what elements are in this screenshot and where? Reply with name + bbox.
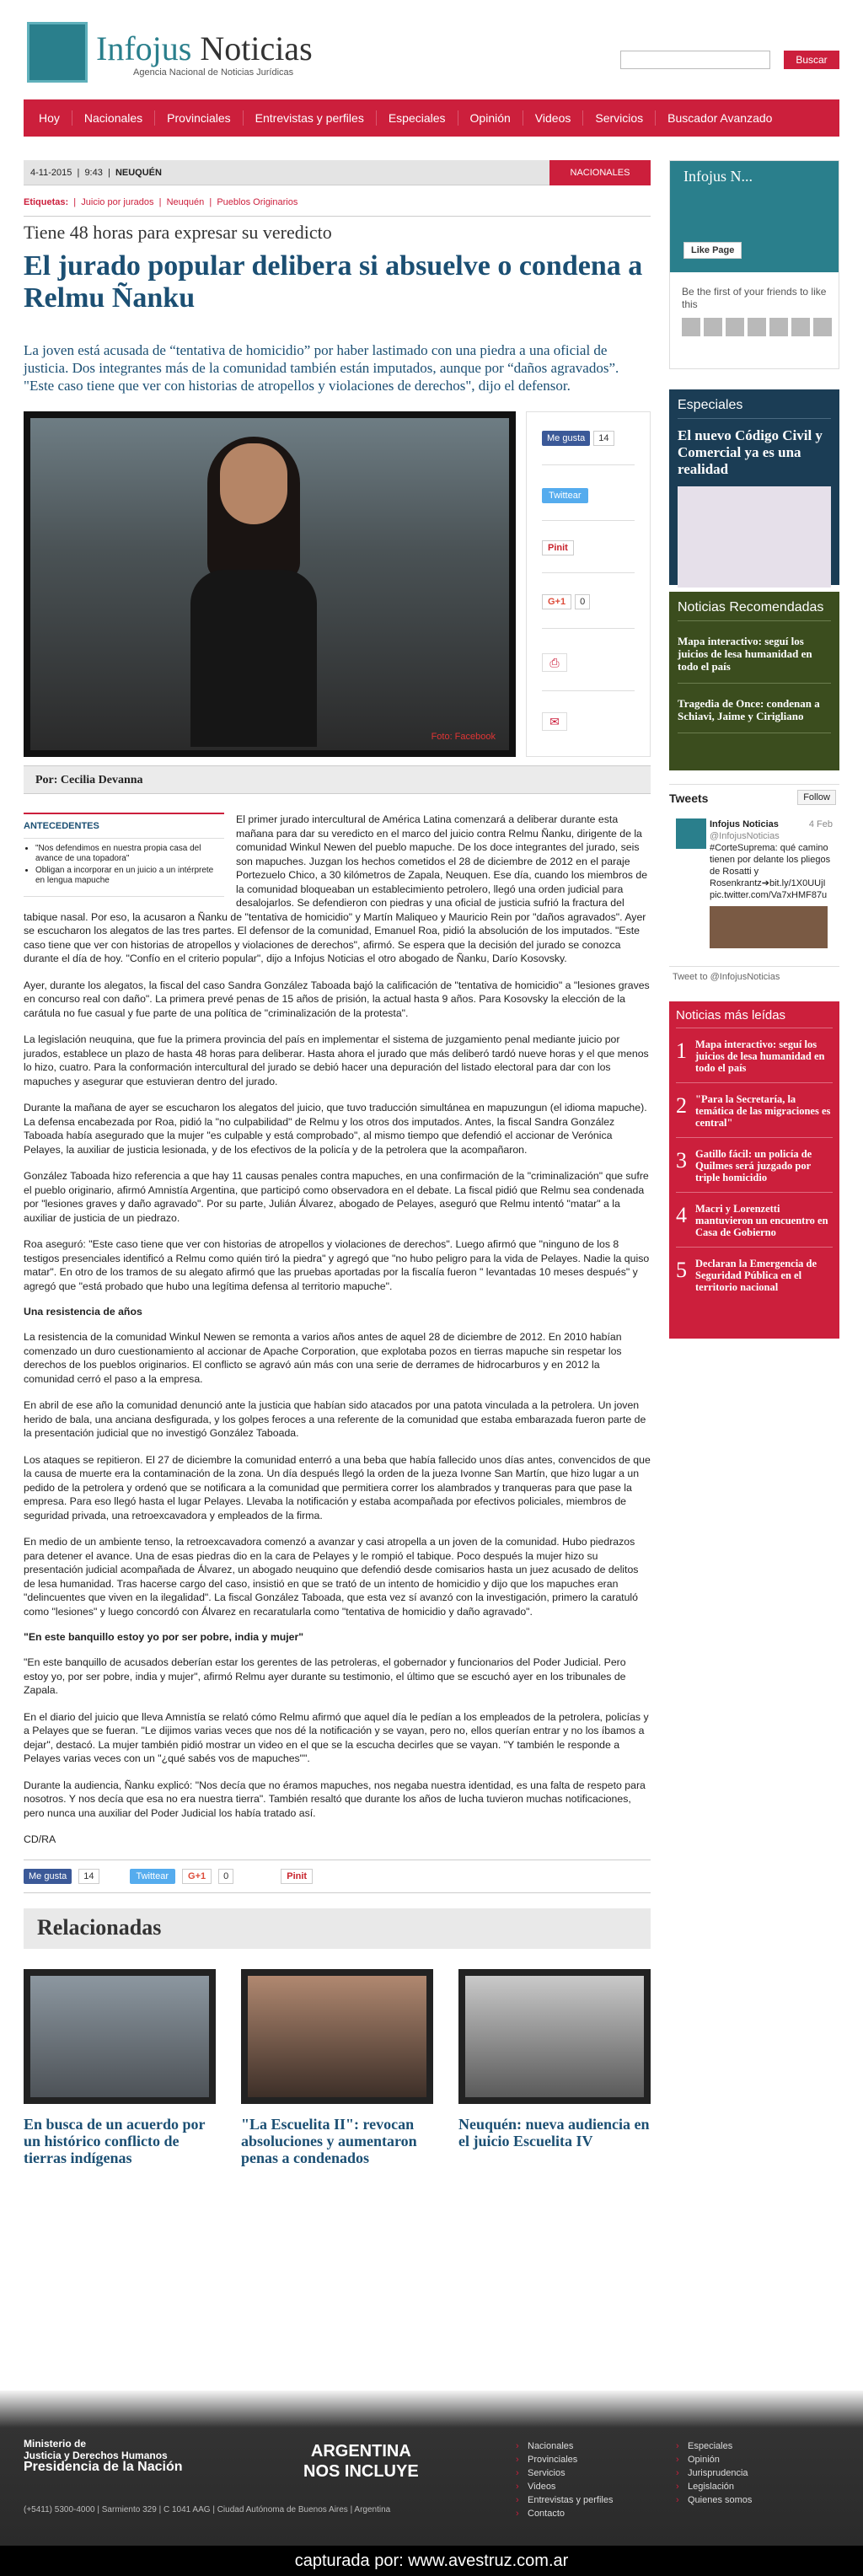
footer-link[interactable]: › Opinión bbox=[674, 2453, 752, 2466]
pinterest-share[interactable] bbox=[542, 539, 574, 557]
facebook-like-button[interactable]: Me gusta bbox=[542, 431, 590, 446]
body-paragraph: Durante la audiencia, Ñanku explicó: "Nos decía que no éramos mapuches, nos negaba nuestra identidad, es una falta de respeto para nosotros. Y nos decía que esa no era nuestra tierra". También resaltó que durante los años de lucha tuvieron muchas notificaciones, pero nunca una auxiliar del Poder Judicial los había tratado así. bbox=[24, 1779, 646, 1819]
related-list bbox=[24, 1969, 651, 2166]
body-paragraph: Durante la mañana de ayer se escucharon los alegatos del juicio, que tuvo traducción simultánea en mapuzungun (el idioma mapuche). La defensa encabezada por Roa, pidió la "no culpabilidad" de Relmu y los otros dos imputados. Antes, la fiscal Sandra González Taboada había asegurado que la mujer "es culpable y está comprobado", al mismo tiempo que defendió el accionar de Verónica Pelayes, la auxiliar de justicia lesionada, y de los efectivos de la policía y de la petrolera que la acompañaron. bbox=[24, 1102, 647, 1156]
argentina-line: ARGENTINA bbox=[310, 2442, 411, 2461]
print-icon[interactable]: ⎙ bbox=[542, 653, 567, 672]
related-item[interactable] bbox=[458, 1969, 651, 2166]
nav-item-videos[interactable]: Videos bbox=[523, 110, 584, 126]
facebook-like-count: 14 bbox=[593, 431, 614, 446]
avatar[interactable] bbox=[676, 818, 706, 849]
tweet-text: #CorteSuprema: qué camino tienen por delante los pliegos de Rosatti y Rosenkrantz➔bit.ly/1X0UUjI pic.twitter.com/Va7xHMF87u bbox=[710, 843, 831, 900]
body-paragraph: González Taboada hizo referencia a que hay 11 causas penales contra mapuches, en una confirmación de la "criminalización" que sufre el pueblo originario, afirmó Amnistía Argentina, que participó como observadora en el debate. La fiscal pidió que Relmu sea condenada por "lesiones graves y daño agravado". Por su parte, Julián Álvarez, abogado de Pelayes, aseguró que Relmu intentó "matar" a la auxiliar de justicia de un piedrazo. bbox=[24, 1170, 649, 1224]
article-time: 9:43 bbox=[84, 168, 103, 178]
mas-leida-link[interactable]: Declaran la Emergencia de Seguridad Pública en el territorio nacional bbox=[695, 1258, 817, 1293]
related-item[interactable] bbox=[241, 1969, 433, 2166]
tweet-author[interactable]: Infojus Noticias bbox=[710, 819, 779, 829]
tag-link[interactable]: Pueblos Originarios bbox=[217, 197, 298, 207]
facebook-faces bbox=[682, 318, 832, 336]
facebook-like[interactable] bbox=[542, 429, 614, 448]
tweet-button[interactable]: Twittear bbox=[130, 1869, 176, 1884]
body-paragraph: Los ataques se repitieron. El 27 de diciembre la comunidad enterró a una beba que había fallecido unos días antes, convencidos de que la causa de muerte era la contaminación de la zona. Un día después llegó la orden de la jueza Ivonne San Martín, que hizo lugar a un pedido de la petrolera y ordenó que se notificara a la comunidad que permitiera correr los alambrados y tranqueras para que pase la empresa. Para eso llegó hasta el lugar Pelayes. Llevaba la notificación y estaba acompañada por efectivos policiales, miembros de seguridad privada, una retroexcavadora y empleados de la firma. bbox=[24, 1453, 651, 1521]
facebook-page-name[interactable]: Infojus N... bbox=[683, 168, 753, 185]
gplus-count: 0 bbox=[575, 594, 590, 609]
avatar bbox=[748, 318, 766, 336]
especiales-image[interactable] bbox=[678, 486, 831, 588]
divider bbox=[542, 572, 635, 573]
article-meta: 4-11-2015 | 9:43 | NEUQUÉN bbox=[30, 168, 162, 178]
recomendadas-title: Noticias Recomendadas bbox=[678, 600, 831, 621]
list-item[interactable] bbox=[676, 1148, 833, 1193]
tweet bbox=[669, 812, 839, 948]
footer-link[interactable]: › Videos bbox=[514, 2480, 613, 2493]
gplus-button[interactable]: G+1 bbox=[542, 594, 571, 609]
logo-subtitle: Agencia Nacional de Noticias Jurídicas bbox=[133, 67, 294, 78]
body-paragraph: En medio de un ambiente tenso, la retroexcavadora comenzó a avanzar y casi atropella a un joven de la comunidad. Hubo piedrazos para detener el avance. Una de esas piedras dio en la cara de Pelayes y le rompió el tabique. Poco después la mujer hizo su presentación judicial acompañada de Álvarez, un abogado neuquino que defendió desde comisarios hasta un juez acusado de delitos de lesa humanidad. Tras hacerse cargo del caso, insistió en que se trató de un intento de homicidio y dijo que los mapuches eran "delincuentes que viven en la ilegalidad". La fiscal González Taboada, que esta vez sí avanzó con la investigación, primero la caratuló como "lesiones" y luego concordó con Álvarez en recaratularla como "tentativa de homicidio y daño agravado". bbox=[24, 1536, 639, 1618]
logo-icon[interactable] bbox=[27, 22, 88, 83]
argentina-logo bbox=[303, 2441, 419, 2482]
list-item[interactable] bbox=[676, 1038, 833, 1083]
tweet-handle[interactable]: @InfojusNoticias bbox=[710, 831, 780, 841]
gplus-count: 0 bbox=[218, 1869, 233, 1884]
logo-word-b: Noticias bbox=[200, 30, 313, 67]
list-item[interactable] bbox=[676, 1093, 833, 1138]
divider bbox=[542, 520, 635, 521]
tweet-button[interactable]: Twittear bbox=[542, 488, 588, 503]
recomendadas-box bbox=[669, 592, 839, 770]
footer-link[interactable]: › Provinciales bbox=[514, 2453, 613, 2466]
ministry-line: Justicia y Derechos Humanos bbox=[24, 2450, 168, 2461]
site-footer bbox=[0, 2391, 863, 2546]
divider bbox=[24, 216, 651, 217]
photo-image bbox=[30, 418, 509, 750]
article-title: El jurado popular delibera si absuelve o condena a Relmu Ñanku bbox=[24, 250, 643, 314]
body-paragraph: "En este banquillo de acusados deberían estar los gerentes de las petroleras, el gobernador y funcionarios del Poder Judicial. Pero estoy yo, por ser pobre, india y mujer", afirmó Relmu ayer durante su testimonio, el último que se escuchó ayer en los tribunales de Zapala. bbox=[24, 1656, 626, 1696]
mas-leidas-box bbox=[669, 1001, 839, 1339]
section-badge[interactable]: NACIONALES bbox=[549, 160, 651, 185]
nav-item-entrevistas[interactable]: Entrevistas y perfiles bbox=[244, 110, 377, 126]
mas-leidas-title: Noticias más leídas bbox=[676, 1008, 833, 1028]
gplus-button[interactable]: G+1 bbox=[182, 1869, 212, 1884]
antecedente-link[interactable]: • "Nos defendimos en nuestra propia casa del avance de una topadora" bbox=[35, 844, 224, 864]
google-plus-share[interactable] bbox=[542, 593, 590, 611]
rank-number: 4 bbox=[676, 1203, 687, 1227]
nav-item-opinion[interactable]: Opinión bbox=[458, 110, 523, 126]
avatar bbox=[813, 318, 832, 336]
body-paragraph: En abril de ese año la comunidad denunció ante la justicia que habían sido atacados por una patota vinculada a la petrolera. Un joven herido de bala, una anciana desfigurada, y los golpes feroces a una referente de la comunidad que estaba embarazada fueron parte de la presentación judicial que no investigó González Taboada. bbox=[24, 1399, 646, 1439]
ministry-logo[interactable] bbox=[24, 2438, 183, 2473]
body-paragraph: Roa aseguró: "Este caso tiene que ver con historias de atropellos y violaciones de derechos". Luego afirmó que "ninguno de los 8 testigos presenciales identificó a Relmu como quién tiró la piedra" y agregó que "no hubo peligro para la vida de Pelayes. Nadie la quiso matar". En otro de los tramos de su alegato afirmó que las pruebas aportadas por la fiscalía fueron " levantadas 10 meses después" y agregó que "está probado que hubo una legítima defensa al territorio mapuche". bbox=[24, 1238, 650, 1292]
rank-number: 3 bbox=[676, 1148, 687, 1173]
rank-number: 5 bbox=[676, 1258, 687, 1282]
body-paragraph: La resistencia de la comunidad Winkul Newen se remonta a varios años antes de aquel 28 de diciembre de 2012. En 2010 habían comenzado un duro cuestionamiento al accionar de Apache Corporation, que explotaba pozos en tierras mapuche sin respetar los derechos de los pueblos originarios. El conflicto se agravó aún más con una serie de derrames de hidrocarburos y en 2012 la comunidad cerró el paso a la empresa. bbox=[24, 1331, 622, 1385]
rank-number: 2 bbox=[676, 1093, 687, 1118]
article-location: NEUQUÉN bbox=[115, 168, 162, 178]
twitter-widget bbox=[669, 784, 839, 986]
photo-subject bbox=[190, 443, 317, 747]
nav-item-servicios[interactable]: Servicios bbox=[583, 110, 656, 126]
footer-link[interactable]: › Entrevistas y perfiles bbox=[514, 2493, 613, 2507]
especiales-item-title[interactable]: El nuevo Código Civil y Comercial ya es una realidad bbox=[678, 427, 823, 477]
related-thumbnail[interactable] bbox=[458, 1969, 651, 2104]
facebook-like-page-button[interactable]: Like Page bbox=[683, 242, 742, 259]
site-logo[interactable] bbox=[96, 30, 313, 67]
body-signature: CD/RA bbox=[24, 1833, 56, 1845]
tweet-input[interactable]: Tweet to @InfojusNoticias bbox=[669, 966, 839, 986]
related-title: Relacionadas bbox=[37, 1914, 162, 1940]
body-subheading: Una resistencia de años bbox=[24, 1306, 142, 1318]
footer-link[interactable]: › Legislación bbox=[674, 2480, 752, 2493]
related-item[interactable] bbox=[24, 1969, 216, 2166]
twitter-share[interactable] bbox=[542, 486, 588, 505]
facebook-page-widget bbox=[669, 160, 839, 369]
nav-item-hoy[interactable]: Hoy bbox=[27, 110, 72, 126]
tags-label: Etiquetas: bbox=[24, 197, 69, 207]
ministry-line: Presidencia de la Nación bbox=[24, 2460, 183, 2474]
capture-watermark: capturada por: www.avestruz.com.ar bbox=[0, 2546, 863, 2576]
avatar bbox=[769, 318, 788, 336]
body-subheading: "En este banquillo estoy yo por ser pobre, india y mujer" bbox=[24, 1631, 304, 1643]
facebook-like-button[interactable]: Me gusta bbox=[24, 1869, 72, 1884]
related-thumbnail[interactable] bbox=[241, 1969, 433, 2104]
nav-item-especiales[interactable]: Especiales bbox=[377, 110, 458, 126]
print-action[interactable] bbox=[542, 653, 567, 672]
footer-link[interactable]: › Jurisprudencia bbox=[674, 2466, 752, 2480]
recomendada-link[interactable]: Mapa interactivo: seguí los juicios de lesa humanidad en todo el país bbox=[678, 635, 831, 684]
article-lead: La joven está acusada de “tentativa de homicidio” por haber lastimado con una piedra a una oficial de justicia. Dos integrantes más de la comunidad también están imputados, aunque por “daños agravados”. "Este caso tiene que ver con historias de atropellos y violaciones de derechos", dijo el defensor. bbox=[24, 342, 619, 394]
tweets-title: Tweets bbox=[669, 792, 709, 805]
footer-link[interactable]: › Quienes somos bbox=[674, 2493, 752, 2507]
article-date: 4-11-2015 bbox=[30, 168, 72, 178]
pinit-button[interactable]: Pinit bbox=[281, 1869, 313, 1884]
nav-item-buscador[interactable]: Buscador Avanzado bbox=[667, 111, 773, 125]
footer-link[interactable]: › Contacto bbox=[514, 2507, 613, 2520]
article-author: Por: Cecilia Devanna bbox=[24, 765, 651, 794]
avatar bbox=[726, 318, 744, 336]
related-item-title[interactable]: Neuquén: nueva audiencia en el juicio Escuelita IV bbox=[458, 2115, 650, 2149]
list-item[interactable] bbox=[676, 1203, 833, 1248]
main-nav bbox=[24, 99, 839, 137]
share-column bbox=[526, 411, 651, 757]
logo-word-a: Infojus bbox=[96, 30, 192, 67]
list-item[interactable] bbox=[676, 1258, 833, 1301]
related-thumbnail[interactable] bbox=[24, 1969, 216, 2104]
avatar bbox=[791, 318, 810, 336]
photo-row bbox=[24, 411, 651, 765]
search-button[interactable]: Buscar bbox=[784, 51, 839, 69]
mas-leida-link[interactable]: Mapa interactivo: seguí los juicios de lesa humanidad en todo el país bbox=[695, 1038, 825, 1074]
twitter-follow-button[interactable]: Follow bbox=[797, 790, 836, 805]
photo-caption: Foto: Facebook bbox=[431, 732, 496, 742]
especiales-box bbox=[669, 389, 839, 585]
body-paragraph: La legislación neuquina, que fue la primera provincia del país en implementar el sistema de juzgamiento penal mediante juicio por jurados, establece un plazo de hasta 48 horas para deliberar. Hasta ahora el jurado que más deliberó tardó nueve horas y el que menos lo hizo, cuatro. Para la conformación intercultural del jurado se debió hacer una depuración del listado electoral para dar con los mapuches y asegurar que estuvieran dentro del jurado. bbox=[24, 1033, 649, 1087]
bottom-share-bar bbox=[24, 1860, 651, 1893]
nav-item-provinciales[interactable]: Provinciales bbox=[155, 110, 243, 126]
site-header bbox=[24, 15, 839, 91]
related-item-title[interactable]: "La Escuelita II": revocan absoluciones y aumentaron penas a condenados bbox=[241, 2115, 417, 2166]
body-paragraph: En el diario del juicio que lleva Amnistía se relató cómo Relmu afirmó que aquel día le pedían a los empleados de la petrolera, policías y a Pelayes que se fueran. "Le dijimos varias veces que nos dé la notificación y se vayan, pero no, ellos querían entrar y no los íbamos a dejar", destacó. La mujer también pidió mostrar un video en el que se la escucha decirles que se vayan. "Y también le responde a Pelayes varias veces con un "¿qué sabés vos de mapuches"". bbox=[24, 1710, 649, 1764]
footer-link[interactable]: › Especiales bbox=[674, 2439, 752, 2453]
mas-leida-link[interactable]: "Para la Secretaría, la temática de las migraciones es central" bbox=[695, 1093, 831, 1129]
pinit-button[interactable]: Pinit bbox=[542, 540, 574, 555]
related-item-title[interactable]: En busca de un acuerdo por un histórico conflicto de tierras indígenas bbox=[24, 2115, 206, 2166]
sidebar bbox=[669, 160, 839, 1339]
article-meta-bar bbox=[24, 160, 651, 185]
avatar bbox=[682, 318, 700, 336]
footer-link[interactable]: › Servicios bbox=[514, 2466, 613, 2480]
body-paragraph: Ayer, durante los alegatos, la fiscal del caso Sandra González Taboada bajó la calificación de "tentativa de homicidio" a "lesiones graves en concurso real con daño". La primera prevé penas de 15 años de prisión, la actual hasta 9 años. Para Kosovsky la elección de la carátula no fue casual y fue parte de una política de "criminalización de la protesta". bbox=[24, 979, 650, 1019]
tags-line: Etiquetas: | Juicio por jurados | Neuquén | Pueblos Originarios bbox=[24, 197, 298, 207]
facebook-page-cover[interactable] bbox=[670, 161, 839, 272]
antecedentes-box bbox=[24, 813, 224, 897]
email-icon[interactable]: ✉ bbox=[542, 712, 567, 731]
rank-number: 1 bbox=[676, 1038, 687, 1063]
footer-link[interactable]: › Nacionales bbox=[514, 2439, 613, 2453]
antecedente-link[interactable]: • Obligan a incorporar en un juicio a un intérprete en lengua mapuche bbox=[35, 866, 224, 886]
mas-leida-link[interactable]: Macri y Lorenzetti mantuvieron un encuentro en Casa de Gobierno bbox=[695, 1203, 828, 1238]
mas-leida-link[interactable]: Gatillo fácil: un policía de Quilmes será juzgado por triple homicidio bbox=[695, 1148, 812, 1183]
nav-item-nacionales[interactable]: Nacionales bbox=[72, 110, 155, 126]
footer-links-col1 bbox=[514, 2439, 613, 2520]
argentina-line: NOS INCLUYE bbox=[303, 2462, 419, 2481]
divider bbox=[542, 690, 635, 691]
article-pretitle: Tiene 48 horas para expresar su veredicto bbox=[24, 222, 332, 243]
email-action[interactable] bbox=[542, 712, 567, 731]
article-photo[interactable] bbox=[24, 411, 516, 757]
recomendada-link[interactable]: Tragedia de Once: condenan a Schiavi, Jaime y Cirigliano bbox=[678, 697, 831, 733]
tweet-image[interactable] bbox=[710, 906, 828, 948]
antecedentes-title: ANTECEDENTES bbox=[24, 818, 224, 839]
tag-link[interactable]: Neuquén bbox=[166, 197, 205, 207]
body-paragraph: El primer jurado intercultural de América Latina comenzará a deliberar durante esta mañana para dar su veredicto en el marco del juicio contra Relmu Ñanku, dirigente de la comunidad Winkul Newen del pueblo mapuche. De los doce integrantes del jurado, seis son mapuches. Juzgan los hechos cometidos el 28 de diciembre de 2012 en el paraje Portezuelo Chico, a 30 kilómetros de Zapala, Neuquen. Ese día, cuando los miembros de la comunidad bloqueaban un establecimiento petrolero, llegó una orden judicial para desalojarlos. Se defendieron con piedras y una oficial de justicia sufrió la fractura del tabique nasal. Por eso, la acusaron a Ñanku de "tentativa de homicidio" y Martín Maliqueo y Mauricio Rein por "daños agravados". Ayer se escucharon los alegatos de las tres partes. El defensor de la comunidad, Emanuel Roa, pidió la absolución de los imputados. "Este caso tiene que ver con historias de atropellos y violaciones de derechos", afirmó. Se espera que la decisión del jurado se conozca durante el día de hoy. "Confío en el criterio popular", dijo a Infojus Noticias el otro abogado de Ñanku, Darío Kosovsky. bbox=[24, 813, 648, 964]
search-input[interactable] bbox=[620, 51, 770, 69]
ministry-line: Ministerio de bbox=[24, 2438, 87, 2450]
especiales-title: Especiales bbox=[678, 398, 831, 419]
footer-links-col2 bbox=[674, 2439, 752, 2507]
article-body bbox=[24, 813, 651, 1847]
tag-link[interactable]: Juicio por jurados bbox=[81, 197, 154, 207]
avatar bbox=[704, 318, 722, 336]
divider bbox=[542, 464, 635, 465]
facebook-page-text: Be the first of your friends to like this bbox=[682, 286, 827, 310]
footer-address: (+5411) 5300-4000 | Sarmiento 329 | C 1041 AAG | Ciudad Autónoma de Buenos Aires | Argentina bbox=[24, 2505, 391, 2514]
tweet-date: 4 Feb bbox=[808, 819, 833, 829]
article bbox=[24, 160, 651, 2166]
divider bbox=[542, 628, 635, 629]
related-header bbox=[24, 1908, 651, 1949]
facebook-like-count: 14 bbox=[78, 1869, 99, 1884]
